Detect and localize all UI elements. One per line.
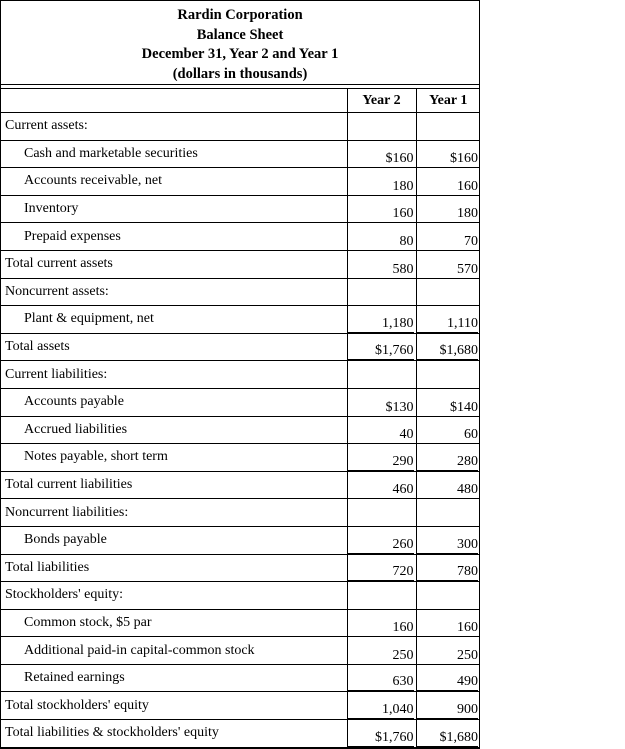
year2-value-cell [347, 582, 416, 610]
year1-value: 490 [417, 670, 479, 691]
year2-value: 1,180 [348, 312, 414, 333]
year1-value: 250 [457, 647, 478, 663]
label-column-header [1, 89, 347, 113]
year1-value-cell [416, 250, 480, 278]
year2-value-cell [347, 113, 416, 141]
table-row [1, 223, 480, 251]
table-row [1, 388, 480, 416]
year2-value-cell [347, 306, 416, 334]
year1-value: 160 [457, 178, 478, 194]
year1-value-cell [416, 333, 480, 361]
units-note: (dollars in thousands) [172, 65, 308, 82]
year2-value-cell [347, 526, 416, 554]
year2-value-cell [347, 361, 416, 389]
balance-sheet-table [1, 88, 480, 748]
year1-value-cell [416, 388, 480, 416]
row-label: Bonds payable [1, 526, 347, 554]
row-label: Total liabilities & stockholders' equity [1, 720, 347, 748]
row-label: Current assets: [1, 113, 347, 141]
year2-value: 160 [392, 206, 414, 222]
year1-value-cell [416, 664, 480, 692]
row-label: Common stock, $5 par [1, 609, 347, 637]
table-row [1, 113, 480, 141]
year2-value: 180 [392, 178, 414, 194]
year2-value-cell [347, 471, 416, 499]
table-row [1, 195, 480, 223]
year2-value: 80 [399, 233, 414, 249]
year2-value: 160 [392, 620, 414, 636]
year2-value-cell [347, 637, 416, 665]
year1-value-cell [416, 361, 480, 389]
year2-value: 290 [348, 450, 414, 471]
year1-value-cell [416, 306, 480, 334]
table-row [1, 554, 480, 582]
year2-value-cell [347, 444, 416, 472]
year2-value: 630 [348, 670, 414, 691]
table-row [1, 416, 480, 444]
year1-value: $140 [450, 399, 478, 415]
year2-value-cell [347, 554, 416, 582]
row-label: Total assets [1, 333, 347, 361]
year1-value [417, 384, 479, 388]
year2-value [348, 522, 414, 526]
row-label: Current liabilities: [1, 361, 347, 389]
year2-value-cell [347, 140, 416, 168]
year2-value [348, 301, 414, 305]
row-label: Notes payable, short term [1, 444, 347, 472]
table-row [1, 140, 480, 168]
year2-value-cell [347, 720, 416, 748]
year2-value-cell [347, 499, 416, 527]
year2-value: 250 [392, 647, 414, 663]
year2-value-cell [347, 223, 416, 251]
company-name: Rardin Corporation [177, 7, 303, 23]
year1-value [417, 301, 479, 305]
row-label: Total current liabilities [1, 471, 347, 499]
year2-value: $130 [385, 399, 414, 415]
table-row [1, 361, 480, 389]
year2-value: 40 [399, 427, 414, 443]
row-label: Total liabilities [1, 554, 347, 582]
statement-date: December 31, Year 2 and Year 1 [141, 46, 339, 62]
table-row [1, 278, 480, 306]
row-label: Retained earnings [1, 664, 347, 692]
year1-value: 180 [457, 206, 478, 222]
year2-value-cell [347, 609, 416, 637]
year1-value [417, 522, 479, 526]
row-label: Accounts receivable, net [1, 168, 347, 196]
row-label: Stockholders' equity: [1, 582, 347, 610]
year1-value [417, 136, 479, 140]
row-label: Additional paid-in capital-common stock [1, 637, 347, 665]
table-row [1, 582, 480, 610]
year1-value: 60 [464, 427, 478, 443]
year1-value-cell [416, 526, 480, 554]
year1-value-cell [416, 692, 480, 720]
year1-value: 780 [417, 560, 479, 581]
year2-value-cell [347, 250, 416, 278]
table-row [1, 526, 480, 554]
table-row [1, 333, 480, 361]
year1-value-cell [416, 471, 480, 499]
row-label: Accounts payable [1, 388, 347, 416]
year1-value: 1,110 [417, 312, 479, 333]
year2-value: 720 [348, 560, 414, 581]
year1-value-cell [416, 195, 480, 223]
sheet-header [1, 1, 479, 85]
year2-value-cell [347, 195, 416, 223]
table-row [1, 250, 480, 278]
table-row [1, 168, 480, 196]
year2-value: 580 [392, 261, 414, 277]
table-row [1, 444, 480, 472]
year1-value: $1,680 [417, 339, 479, 360]
year2-value-cell [347, 692, 416, 720]
table-row [1, 664, 480, 692]
year1-value: 280 [417, 450, 479, 471]
year1-column-header: Year 1 [416, 89, 480, 113]
table-row [1, 499, 480, 527]
table-row [1, 306, 480, 334]
row-label: Total current assets [1, 250, 347, 278]
table-row [1, 471, 480, 499]
table-row [1, 609, 480, 637]
year2-value-cell [347, 278, 416, 306]
year1-value: 480 [457, 482, 478, 498]
year2-value [348, 605, 414, 609]
row-label: Cash and marketable securities [1, 140, 347, 168]
year1-value-cell [416, 168, 480, 196]
year1-value-cell [416, 223, 480, 251]
row-label: Plant & equipment, net [1, 306, 347, 334]
table-row [1, 637, 480, 665]
row-label: Noncurrent assets: [1, 278, 347, 306]
year1-value: 570 [457, 261, 478, 277]
year2-value: 260 [348, 533, 414, 554]
year1-value-cell [416, 609, 480, 637]
row-label: Accrued liabilities [1, 416, 347, 444]
year1-value: $1,680 [417, 726, 479, 747]
year1-value: $160 [450, 151, 478, 167]
year1-value-cell [416, 444, 480, 472]
year1-value-cell [416, 113, 480, 141]
year2-value-cell [347, 416, 416, 444]
year1-value-cell [416, 416, 480, 444]
table-row [1, 692, 480, 720]
row-label: Noncurrent liabilities: [1, 499, 347, 527]
column-header-row [1, 89, 480, 113]
year1-value-cell [416, 554, 480, 582]
year2-value-cell [347, 168, 416, 196]
year2-value: $160 [385, 151, 414, 167]
year2-value [348, 136, 414, 140]
year1-value-cell [416, 637, 480, 665]
year2-column-header: Year 2 [347, 89, 416, 113]
row-label: Prepaid expenses [1, 223, 347, 251]
year2-value [348, 384, 414, 388]
year1-value-cell [416, 278, 480, 306]
year1-value: 300 [417, 533, 479, 554]
table-body [1, 113, 480, 748]
year1-value-cell [416, 499, 480, 527]
year2-value-cell [347, 664, 416, 692]
row-label: Inventory [1, 195, 347, 223]
year2-value: $1,760 [348, 726, 414, 747]
table-row [1, 720, 480, 748]
year1-value-cell [416, 582, 480, 610]
year1-value-cell [416, 140, 480, 168]
year1-value: 900 [417, 698, 479, 719]
year1-value: 160 [457, 620, 478, 636]
year2-value-cell [347, 388, 416, 416]
year1-value [417, 605, 479, 609]
year2-value: $1,760 [348, 339, 414, 360]
year2-value: 460 [392, 482, 414, 498]
year2-value-cell [347, 333, 416, 361]
year1-value-cell [416, 720, 480, 748]
statement-title: Balance Sheet [196, 26, 284, 43]
row-label: Total stockholders' equity [1, 692, 347, 720]
year1-value: 70 [464, 233, 478, 249]
year2-value: 1,040 [348, 698, 414, 719]
